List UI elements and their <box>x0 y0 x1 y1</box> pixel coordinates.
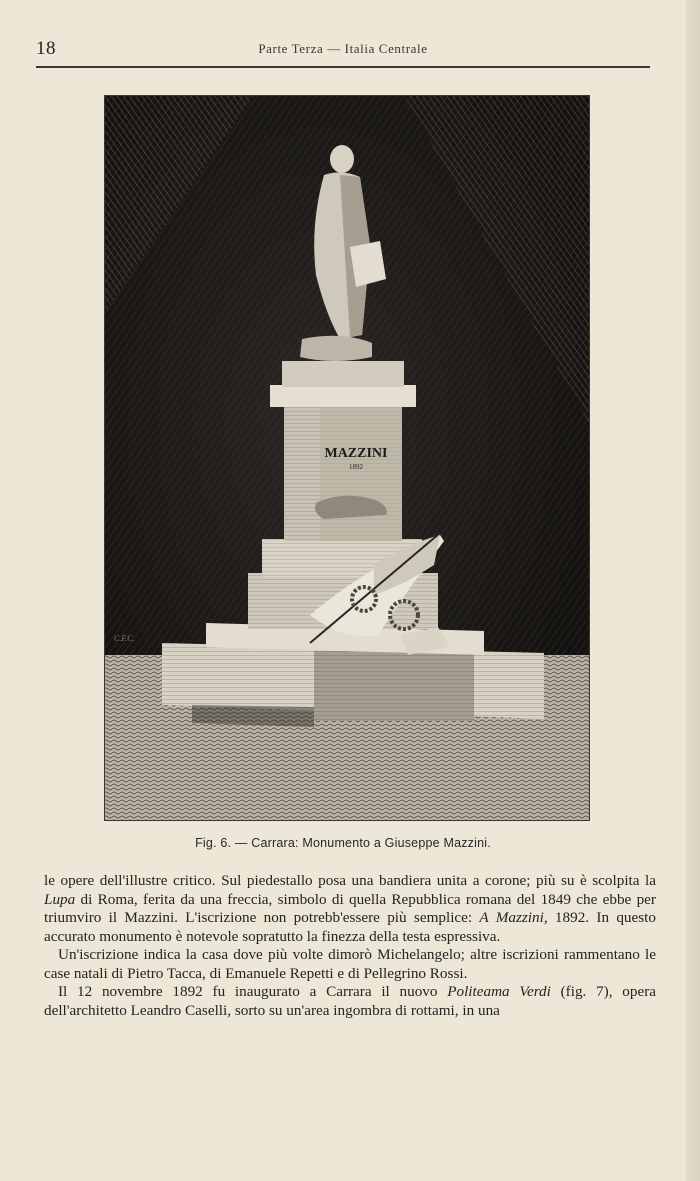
header-rule <box>36 66 650 68</box>
page-number: 18 <box>36 38 56 59</box>
running-title: Parte Terza — Italia Centrale <box>258 41 428 56</box>
text-span: di Roma, ferita da una freccia, simbolo di quella Repubblica romana del 1849 che ebbe per triumviro il Mazzini. L'iscrizione non potrebb'essere più semplice: <box>44 890 656 926</box>
paragraph <box>44 983 656 1020</box>
figure-caption: Fig. 6. — Carrara: Monumento a Giuseppe Mazzini. <box>195 836 491 850</box>
monument-engraving-icon <box>104 95 590 821</box>
inscription-year: 1892 <box>349 463 363 471</box>
paragraph: Un'iscrizione indica la casa dove più volte dimorò Michelangelo; altre iscrizioni rammentano le case natali di Pietro Tacca, di Emanuele Repetti e di Pellegrino Rossi. <box>44 946 656 982</box>
engraver-signature: C.F.C. <box>114 634 135 643</box>
body-text <box>44 872 656 1020</box>
paragraph <box>44 872 656 946</box>
figure-engraving <box>104 95 590 821</box>
italic-text: Politeama Verdi <box>447 983 551 1000</box>
italic-text: Lupa <box>44 890 76 908</box>
text-span: Il 12 novembre 1892 fu inaugurato a Carrara il nuovo <box>58 983 448 1000</box>
text-span: 1892. In questo accurato monumento è notevole sopratutto la finezza della testa espressiva. <box>44 909 656 945</box>
text-span: (fig. 7), opera dell'architetto Leandro Caselli, sorto su un'area ingombra di rottami, in una <box>44 983 657 1019</box>
italic-text: A Mazzini, <box>479 909 548 926</box>
text-span: le opere dell'illustre critico. Sul piedestallo posa una bandiera unita a corone; più su è scolpita la <box>44 872 656 889</box>
page-header <box>36 38 650 62</box>
inscription-name: MAZZINI <box>324 446 388 461</box>
page-edge <box>686 0 700 1181</box>
